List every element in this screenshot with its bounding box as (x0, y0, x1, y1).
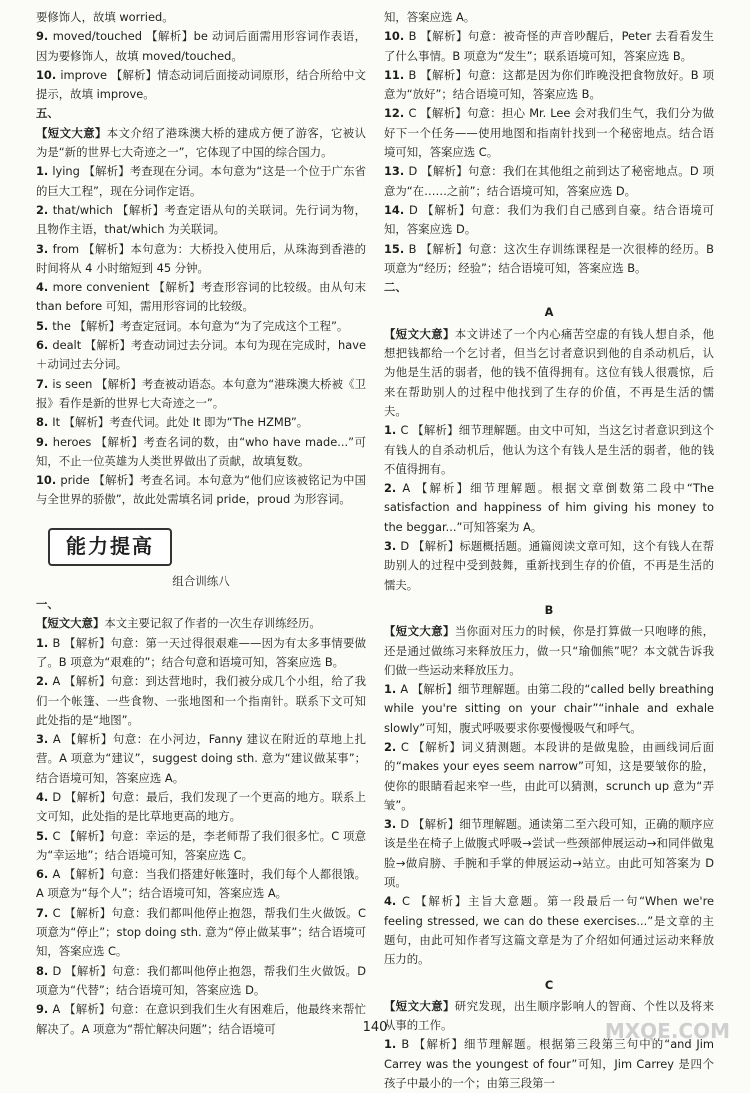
item-text: 当你面对压力的时候，你是打算做一只咆哮的熊，还是通过做练习来释放压力，做一只“瑜伽熊”呢？本文就告诉我们做一些运动来释放压力。 (384, 624, 714, 677)
item-number: 4. (36, 789, 53, 804)
item-text: B 【解析】句意：这次生存训练课程是一次很棒的经历。B 项意为“经历；经验”；结合语境可知，答案应选 B。 (384, 241, 714, 275)
item-number: 1. (36, 164, 53, 179)
answer-item (384, 622, 714, 680)
section-banner: 能力提高 (48, 528, 172, 566)
item-number: 8. (36, 963, 53, 978)
item-text: moved/touched 【解析】be 动词后面需用形容词作表语，因为要修饰人，故填 moved/touched。 (36, 29, 366, 63)
item-text: 本文讲述了一个内心痛苦空虚的有钱人想自杀，他想把钱都给一个乞讨者，但当乞讨者意识到他的自杀动机后，认为他是生活的弱者，他的钱不值得拥有。这位有钱人很震惊，后来在帮助别人的过程中他找到了生存的价值，不再是生活的懦夫。 (384, 326, 714, 418)
item-text: It 【解析】考查代词。此处 It 即为“The HZMB”。 (52, 415, 309, 430)
item-number: 6. (36, 867, 53, 882)
section-heading: 一、 (36, 597, 59, 612)
right-column (384, 8, 714, 1093)
item-text: dealt 【解析】考查动词过去分词。本句为现在完成时，have＋动词过去分词。 (36, 338, 367, 372)
item-text: A 【解析】细节理解题。根据文章倒数第二段中“The satisfaction and happiness of him giving his money to the beggar...”可知答案为 A。 (384, 481, 714, 534)
item-number: 5. (36, 318, 53, 333)
summary-tag: 【短文大意】 (384, 624, 455, 639)
item-text: A 【解析】句意：在小河边，Fanny 建议在附近的草地上扎营。A 项意为“建议”，suggest doing sth. 意为“建议做某事”；结合语境可知，答案应选 A。 (36, 732, 367, 785)
answer-item (36, 317, 366, 336)
item-number: 1. (384, 1037, 402, 1052)
item-number: 2. (384, 481, 403, 496)
item-number: 3. (36, 241, 53, 256)
item-text: D 【解析】细节理解题。通读第二至六段可知，正确的顺序应该是坐在椅子上做腹式呼吸→尝试一些颈部伸展运动→和同伴做鬼脸→做肩膀、手腕和手掌的伸展运动→站立。由此可知答案为 D 项。 (384, 817, 714, 890)
answer-item (384, 421, 714, 479)
item-number: 10. (36, 67, 61, 82)
item-number: 2. (36, 674, 53, 689)
item-number: 10. (384, 29, 409, 44)
item-number: 3. (384, 539, 401, 554)
answer-item (36, 201, 366, 240)
item-number: 2. (36, 202, 53, 217)
item-text: is seen 【解析】考查被动语态。本句意为“港珠澳大桥被《卫报》看作是新的世界七大奇迹之一”。 (36, 376, 366, 410)
answer-item (384, 738, 714, 815)
item-text: B 【解析】句意：被奇怪的声音吵醒后，Peter 去看看发生了什么事情。B 项意为“发生”；联系语境可知，答案应选 B。 (384, 29, 714, 63)
item-text: improve 【解析】情态动词后面接动词原形，结合所给中文提示，故填 improve。 (36, 67, 366, 102)
item-text: lying 【解析】考查现在分词。本句意为“这是一个位于广东省的巨大工程”，现在分词作定语。 (36, 164, 367, 198)
item-number: 4. (384, 894, 402, 909)
item-text: C 【解析】句意：幸运的是，李老师帮了我们很多忙。C 项意为“幸运地”；结合语境可知，答案应选 C。 (36, 828, 366, 862)
answer-item (384, 892, 714, 969)
section-heading: 二、 (384, 280, 407, 295)
answer-item (384, 240, 714, 279)
summary-tag: 【短文大意】 (36, 616, 105, 631)
answer-item (36, 827, 366, 866)
item-text: 要修饰人，故填 worried。 (36, 10, 174, 24)
group-title: 组合训练八 (172, 573, 230, 588)
passage-label: C (544, 977, 554, 992)
item-text: the 【解析】考查定冠词。本句意为“为了完成这个工程”。 (52, 318, 349, 333)
answer-item (384, 201, 714, 240)
answer-item (384, 162, 714, 201)
answer-item (384, 27, 714, 66)
item-text: A 【解析】句意：当我们搭建好帐篷时，我们每个人都很饿。A 项意为“每个人”；结合语境可知，答案应选 A。 (36, 867, 366, 901)
item-text: more convenient 【解析】考查形容词的比较级。由从句末 than before 可知，需用形容词的比较级。 (36, 280, 366, 314)
answer-item (36, 336, 366, 375)
item-number: 8. (36, 415, 53, 430)
item-number: 3. (36, 732, 53, 747)
item-number: 12. (384, 106, 409, 121)
item-number: 3. (384, 817, 401, 832)
item-text: pride 【解析】考查名词。本句意为“他们应该被铭记为中国与全世界的骄傲”，故此处需填名词 pride，proud 为形容词。 (36, 473, 366, 507)
item-number: 6. (36, 338, 53, 353)
item-text: D 【解析】句意：我们在其他组之前到达了秘密地点。D 项意为“在……之前”；结合语境可知，答案应选 D。 (384, 164, 714, 198)
item-text: C 【解析】词义猜测题。本段讲的是做鬼脸，由画线词后面的“makes your eyes seem narrow”可知，这是要皱你的脸，使你的眼睛看起来窄一些，由此可以猜测，scrunch up 意为“弄皱”。 (384, 739, 714, 812)
item-text: A 【解析】细节理解题。由第二段的“called belly breathing while you're sitting on your chair”“inhale and exhale slowly”可知，腹式呼吸要求你要慢慢吸气和呼气。 (384, 682, 714, 735)
item-number: 1. (384, 682, 401, 697)
item-number: 7. (36, 376, 53, 391)
item-text: C 【解析】句意：担心 Mr. Lee 会对我们生气，我们分为做好下一个任务——使用地图和指南针找到一个秘密地点。结合语境可知，答案应选 C。 (384, 106, 714, 160)
answer-item (36, 634, 366, 673)
item-text: heroes 【解析】考查名词的数，由“who have made...”可知，不止一位英雄为人类世界做出了贡献，故填复数。 (36, 434, 366, 468)
answer-item (384, 66, 714, 105)
watermark: MXQE.COM (604, 1019, 730, 1043)
item-text: C 【解析】细节理解题。由文中可知，当这乞讨者意识到这个有钱人的自杀动机后，他认为这个有钱人是生活的弱者，他的钱不值得拥有。 (384, 423, 715, 476)
answer-item (384, 8, 714, 27)
answer-item (36, 433, 366, 472)
summary-tag: 【短文大意】 (384, 326, 455, 341)
answer-item (36, 614, 366, 633)
item-number: 10. (36, 473, 61, 488)
item-text: C 【解析】句意：我们都叫他停止抱怨，帮我们生火做饭。C 项意为“停止”；stop doing sth. 意为“停止做某事”；结合语境可知，答案应选 C。 (36, 905, 367, 959)
item-number: 9. (36, 434, 53, 449)
item-text: D 【解析】句意：最后，我们发现了一个更高的地方。联系上文可知，此处指的是比草地更高的地方。 (36, 789, 366, 824)
item-text: 研究发现，出生顺序影响人的智商、个性以及将来从事的工作。 (384, 998, 714, 1033)
answer-item (36, 788, 366, 827)
item-number: 9. (36, 1002, 53, 1017)
answer-item (36, 27, 366, 66)
answer-item (384, 479, 714, 537)
answer-item (384, 104, 714, 162)
answer-item (36, 413, 366, 432)
item-text: C 【解析】主旨大意题。第一段最后一句“When we're feeling stressed, we can do these exercises...”是文章的主题句，由此可知作者写这篇文章是为了介绍如何通过运动来释放压力的。 (384, 894, 715, 967)
answer-item (36, 904, 366, 962)
answer-item (36, 962, 366, 1001)
item-text: 本文介绍了港珠澳大桥的建成方便了游客，它被认为是“新的世界七大奇迹之一”，它体现了中国的综合国力。 (36, 125, 366, 160)
answer-item (36, 8, 366, 27)
item-text: A 【解析】句意：到达营地时，我们被分成几个小组，给了我们一个帐篷、一些食物、一张地图和一个指南针。联系下文可知此处指的是“地图”。 (36, 674, 366, 727)
item-text: D 【解析】句意：我们都叫他停止抱怨，帮我们生火做饭。D 项意为“代替”；结合语境可知，答案应选 D。 (36, 963, 366, 997)
left-column (36, 8, 366, 1039)
passage-label: A (544, 305, 554, 320)
item-text: 知，答案应选 A。 (384, 10, 476, 24)
answer-item (384, 815, 714, 892)
item-text: B 【解析】句意：第一天过得很艰难——因为有太多事情要做了。B 项意为“艰难的”；结合句意和语境可知，答案应选 B。 (36, 635, 367, 669)
item-text: from 【解析】本句意为：大桥投入使用后，从珠海到香港的时间将从 4 小时缩短到 45 分钟。 (36, 241, 367, 275)
item-text: A 【解析】句意：在意识到我们生火有困难后，他最终来帮忙解决了。A 项意为“帮忙解决问题”；结合语境可 (36, 1002, 366, 1036)
answer-item (36, 672, 366, 730)
item-number: 1. (384, 423, 401, 438)
item-number: 13. (384, 164, 409, 179)
item-text: D 【解析】标题概括题。通篇阅读文章可知，这个有钱人在帮助别人的过程中受到鼓舞，重新找到生存的价值，不再是生活的懦夫。 (384, 539, 714, 592)
item-number: 9. (36, 29, 53, 44)
passage-label: B (544, 602, 554, 617)
answer-item (384, 537, 714, 595)
answer-item (36, 278, 366, 317)
item-text: D 【解析】句意：我们为我们自己感到自豪。结合语境可知，答案应选 D。 (384, 202, 714, 237)
answer-item (36, 375, 366, 414)
answer-item (384, 1035, 714, 1093)
item-number: 14. (384, 202, 409, 217)
item-number: 2. (384, 739, 401, 754)
summary-tag: 【短文大意】 (384, 998, 455, 1013)
item-text: B 【解析】细节理解题。根据第三段第三句中的“and Jim Carrey was the youngest of four”可知，Jim Carrey 是四个孩子中最小的一个；由第三段第一 (384, 1037, 715, 1091)
answer-item (36, 162, 366, 201)
section-heading: 五、 (36, 106, 59, 121)
item-number: 11. (384, 67, 409, 82)
item-text: B 【解析】句意：这都是因为你们昨晚没把食物放好。B 项意为“放好”；结合语境可知，答案应选 B。 (384, 67, 714, 102)
answer-item (36, 66, 366, 105)
item-number: 1. (36, 635, 53, 650)
answer-item (384, 325, 714, 421)
answer-item (36, 240, 366, 279)
item-number: 5. (36, 828, 53, 843)
answer-item (36, 471, 366, 510)
item-text: 本文主要记叙了作者的一次生存训练经历。 (104, 616, 321, 631)
answer-item (36, 865, 366, 904)
item-number: 7. (36, 905, 53, 920)
summary-tag: 【短文大意】 (36, 125, 107, 140)
answer-item (36, 730, 366, 788)
item-number: 15. (384, 241, 409, 256)
answer-item (384, 680, 714, 738)
answer-item (36, 124, 366, 163)
page-number: 140 (362, 1020, 388, 1035)
item-number: 4. (36, 280, 53, 295)
item-text: that/which 【解析】考查定语从句的关联词。先行词为物，且物作主语，that/which 为关联词。 (36, 202, 367, 237)
